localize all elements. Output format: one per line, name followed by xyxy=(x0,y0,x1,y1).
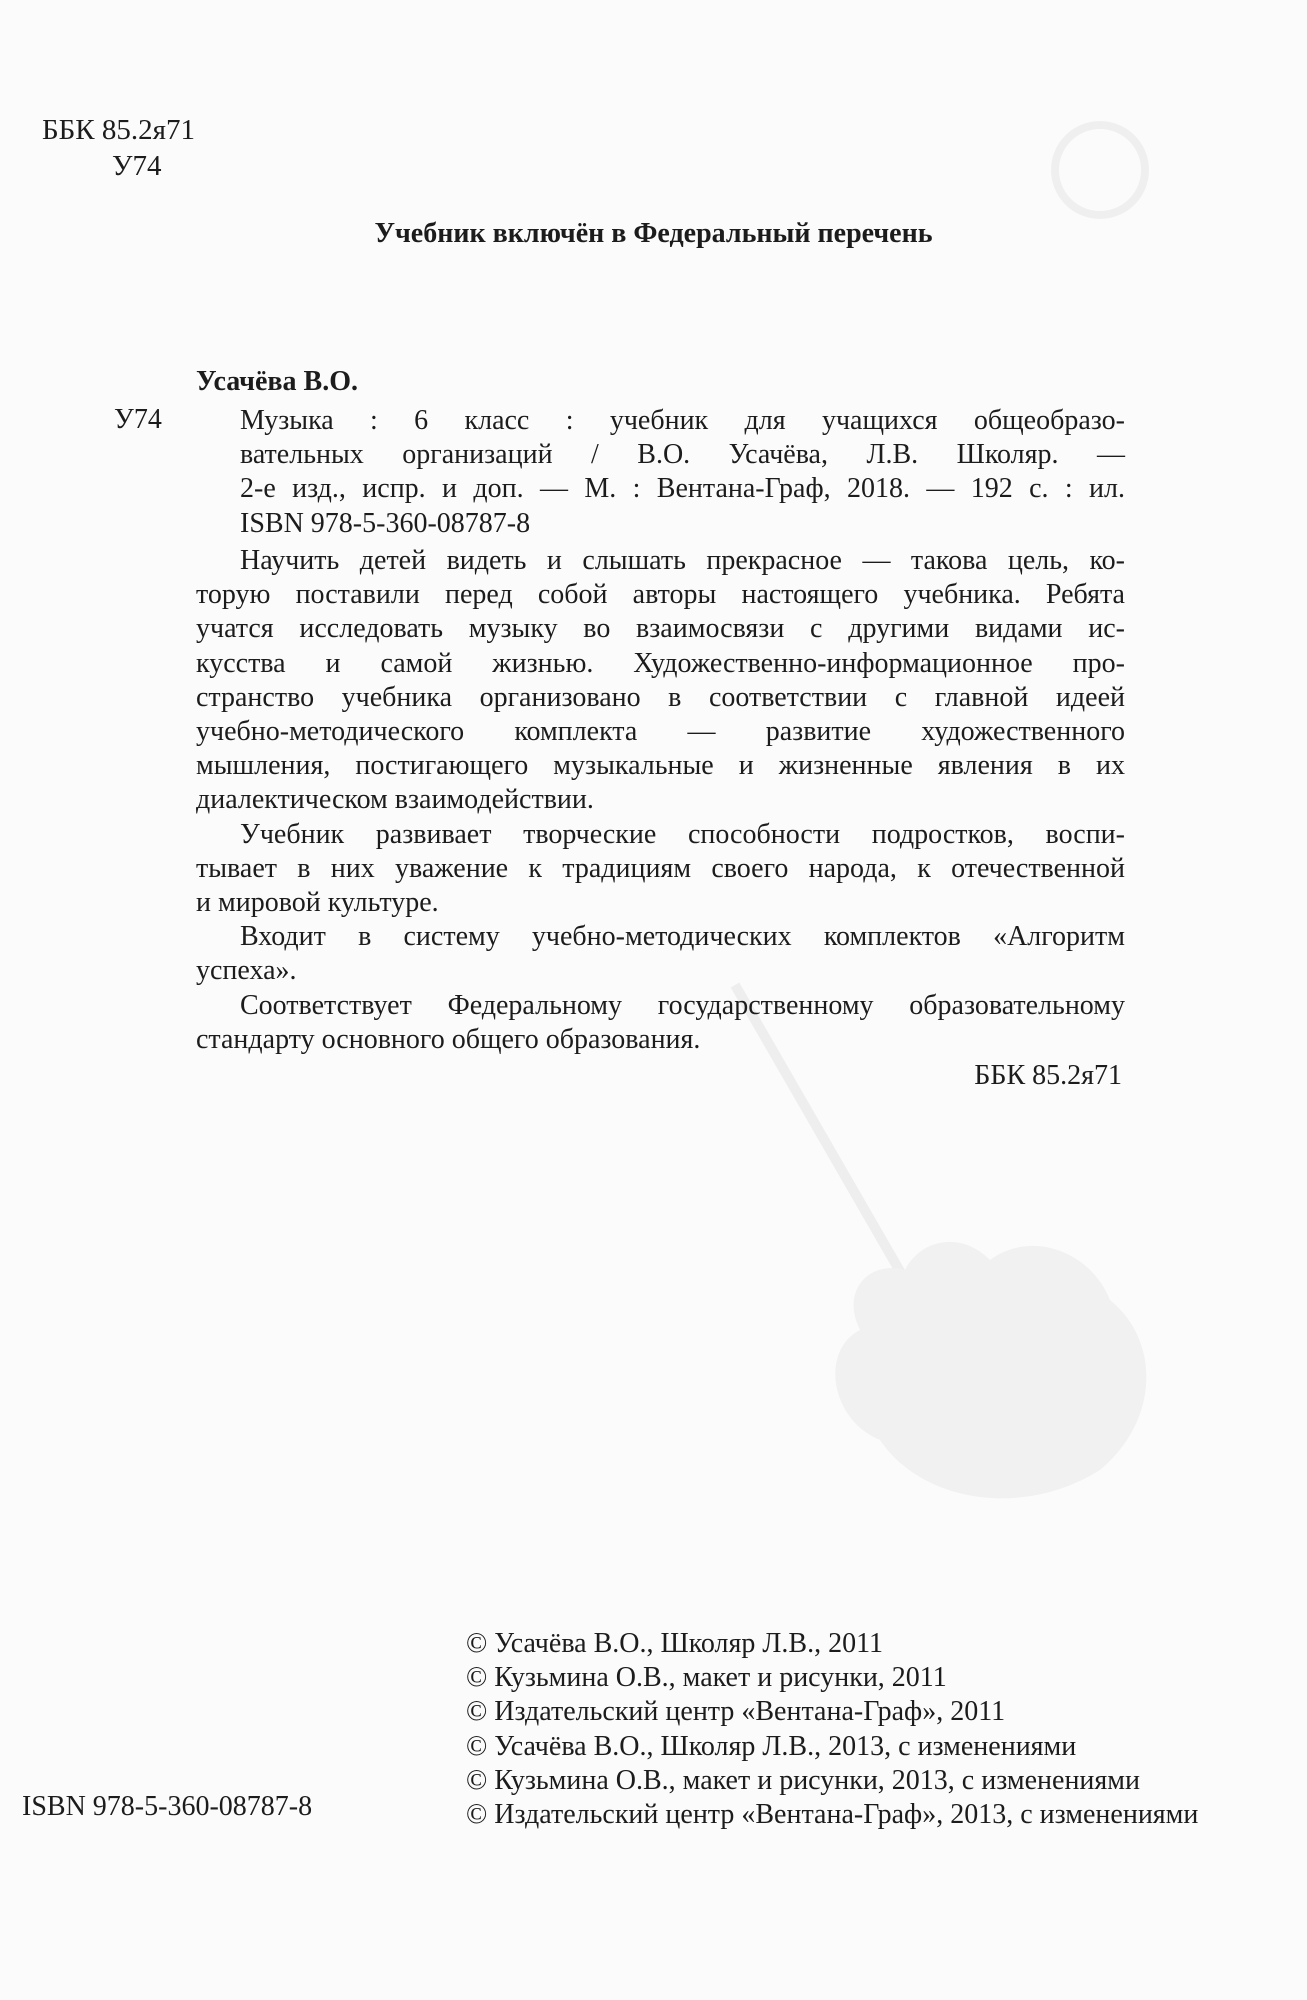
abstract xyxy=(196,544,1125,1057)
description-line: Музыка : 6 класс : учебник для учащихся общеобразо- xyxy=(240,405,1125,436)
copyright-line: © Кузьмина О.В., макет и рисунки, 2013, с изменениями xyxy=(466,1764,1140,1796)
abstract-line: Соответствует Федеральному государственному образовательному xyxy=(240,989,1125,1021)
description-line: 2-е изд., испр. и доп. — М. : Вентана-Граф, 2018. — 192 с. : ил. xyxy=(240,473,1125,504)
isbn-record: ISBN 978-5-360-08787-8 xyxy=(240,508,531,539)
isbn-footer: ISBN 978-5-360-08787-8 xyxy=(22,1791,313,1822)
bbk-code: ББК 85.2я71 xyxy=(42,114,195,146)
abstract-line: учебно-методического комплекта — развитие художественного xyxy=(196,716,1125,748)
abstract-line: успеха». xyxy=(196,955,297,987)
index-mark: У74 xyxy=(114,404,162,435)
abstract-line: тывает в них уважение к традициям своего народа, к отечественной xyxy=(196,852,1125,884)
bbk-classification-bottom: ББК 85.2я71 xyxy=(974,1060,1122,1091)
copyright-block xyxy=(466,1627,1198,1832)
abstract-line: кусства и самой жизнью. Художественно-информационное про- xyxy=(196,647,1125,679)
abstract-line: Входит в систему учебно-методических комплектов «Алгоритм xyxy=(240,921,1125,953)
abstract-line: мышления, постигающего музыкальные и жизненные явления в их xyxy=(196,750,1125,782)
abstract-line: стандарту основного общего образования. xyxy=(196,1023,701,1055)
author-sign: У74 xyxy=(112,150,162,182)
copyright-line: © Кузьмина О.В., макет и рисунки, 2011 xyxy=(466,1662,947,1694)
abstract-line: Учебник развивает творческие способности подростков, воспи- xyxy=(240,818,1125,850)
bbk-classification-top xyxy=(42,112,195,184)
abstract-line: торую поставили перед собой авторы настоящего учебника. Ребята xyxy=(196,579,1125,611)
description-line: вательных организаций / В.О. Усачёва, Л.В. Школяр. — xyxy=(240,439,1125,470)
copyright-line: © Издательский центр «Вентана-Граф», 2013, с изменениями xyxy=(466,1799,1199,1831)
abstract-line: странство учебника организовано в соответствии с главной идеей xyxy=(196,681,1125,713)
copyright-line: © Издательский центр «Вентана-Граф», 2011 xyxy=(466,1696,1006,1728)
abstract-line: и мировой культуре. xyxy=(196,887,439,919)
abstract-line: Научить детей видеть и слышать прекрасное — такова цель, ко- xyxy=(240,545,1125,576)
copyright-line: © Усачёва В.О., Школяр Л.В., 2011 xyxy=(466,1628,884,1659)
abstract-line: учатся исследовать музыку во взаимосвязи с другими видами ис- xyxy=(196,613,1125,645)
copyright-line: © Усачёва В.О., Школяр Л.В., 2013, с изменениями xyxy=(466,1730,1077,1762)
federal-list-note: Учебник включён в Федеральный перечень xyxy=(374,218,933,249)
author-heading: Усачёва В.О. xyxy=(196,366,358,397)
abstract-line: диалектическом взаимодействии. xyxy=(196,784,594,816)
bibliographic-description xyxy=(240,404,1125,506)
